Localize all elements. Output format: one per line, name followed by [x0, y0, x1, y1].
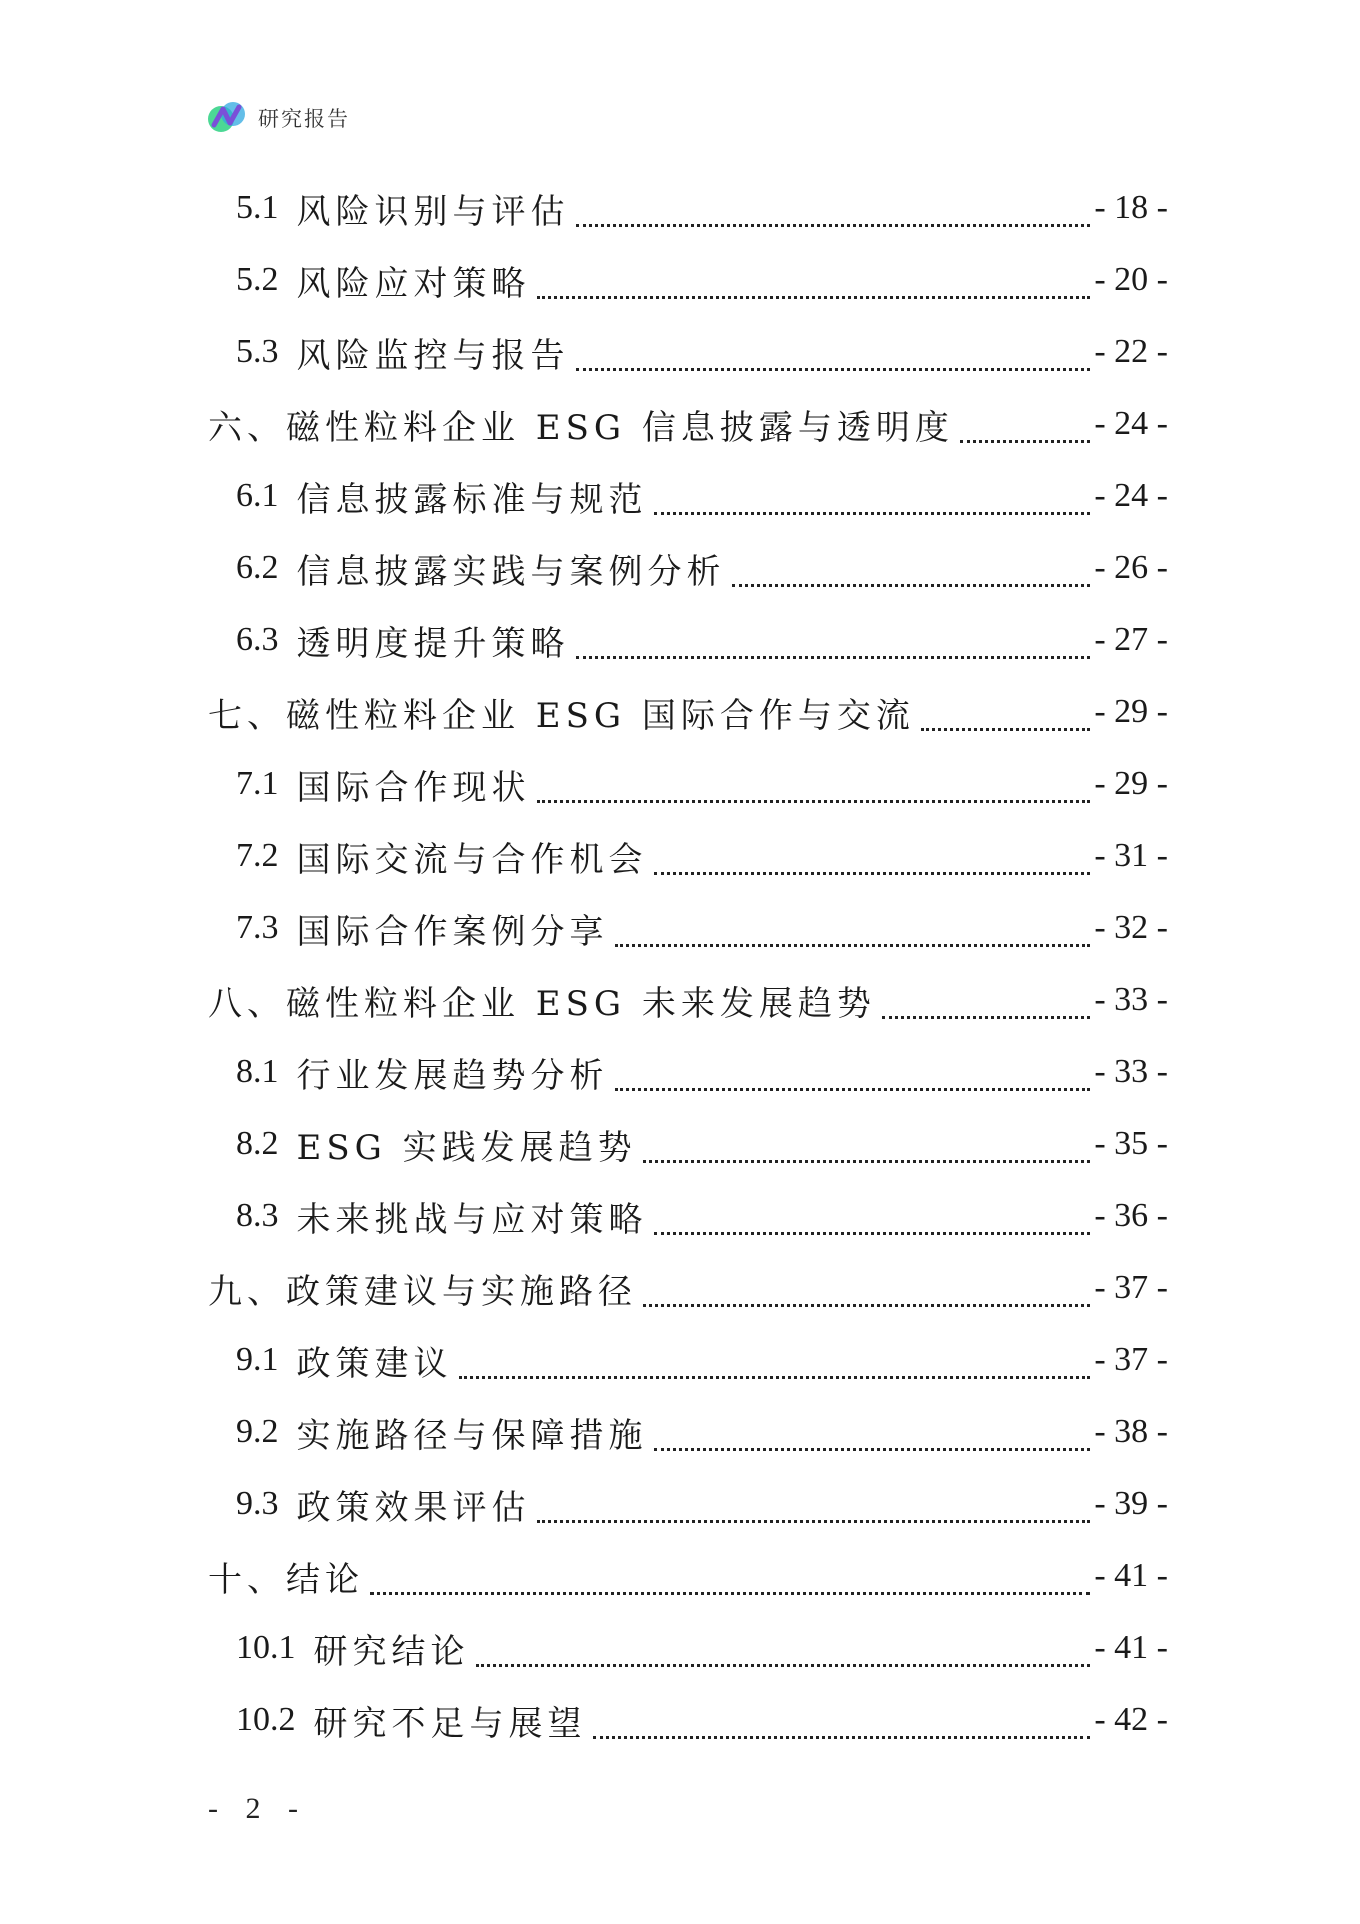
toc-entry-title: 研究不足与展望	[313, 1703, 587, 1744]
page-header	[206, 96, 350, 140]
toc-dot-leader	[370, 1568, 1090, 1595]
toc-entry-title: 透明度提升策略	[296, 623, 570, 664]
toc-section-entry[interactable]	[208, 1684, 1168, 1756]
toc-section-entry[interactable]	[208, 604, 1168, 676]
toc-page-number: - 41 -	[1094, 1629, 1168, 1666]
toc-entry-title: 七、磁性粒料企业 ESG 国际合作与交流	[208, 695, 915, 736]
toc-chapter-entry[interactable]	[208, 964, 1168, 1036]
toc-entry-title: 国际合作现状	[296, 767, 531, 808]
toc-section-entry[interactable]	[208, 460, 1168, 532]
toc-page-number: - 29 -	[1094, 765, 1168, 802]
toc-entry-number: 6.1	[236, 477, 279, 514]
toc-entry-title: 六、磁性粒料企业 ESG 信息披露与透明度	[208, 407, 954, 448]
toc-chapter-entry[interactable]	[208, 1252, 1168, 1324]
toc-page-number: - 24 -	[1094, 477, 1168, 514]
toc-dot-leader	[643, 1280, 1090, 1307]
toc-dot-leader	[615, 920, 1091, 947]
toc-dot-leader	[537, 1496, 1091, 1523]
table-of-contents	[208, 172, 1168, 1756]
toc-entry-title: 八、磁性粒料企业 ESG 未来发展趋势	[208, 983, 876, 1024]
toc-section-entry[interactable]	[208, 316, 1168, 388]
toc-page-number: - 37 -	[1094, 1341, 1168, 1378]
toc-entry-title: 风险识别与评估	[296, 191, 570, 232]
toc-section-entry[interactable]	[208, 1108, 1168, 1180]
toc-entry-title: 政策效果评估	[296, 1487, 531, 1528]
toc-chapter-entry[interactable]	[208, 676, 1168, 748]
toc-entry-number: 5.1	[236, 189, 279, 226]
toc-entry-title: 未来挑战与应对策略	[296, 1199, 648, 1240]
toc-dot-leader	[654, 1424, 1091, 1451]
toc-dot-leader	[459, 1352, 1091, 1379]
toc-dot-leader	[576, 344, 1091, 371]
toc-page-number: - 24 -	[1094, 405, 1168, 442]
toc-entry-title: 国际交流与合作机会	[296, 839, 648, 880]
toc-dot-leader	[537, 776, 1091, 803]
toc-entry-number: 7.1	[236, 765, 279, 802]
toc-section-entry[interactable]	[208, 1396, 1168, 1468]
toc-dot-leader	[537, 272, 1091, 299]
toc-dot-leader	[643, 1136, 1091, 1163]
toc-entry-title: 信息披露实践与案例分析	[296, 551, 726, 592]
toc-entry-number: 9.1	[236, 1341, 279, 1378]
toc-entry-number: 5.2	[236, 261, 279, 298]
toc-entry-number: 8.1	[236, 1053, 279, 1090]
brand-logo-icon	[206, 97, 248, 139]
toc-entry-number: 10.2	[236, 1701, 296, 1738]
toc-dot-leader	[654, 488, 1091, 515]
toc-page-number: - 37 -	[1094, 1269, 1168, 1306]
toc-dot-leader	[615, 1064, 1091, 1091]
toc-dot-leader	[921, 704, 1090, 731]
toc-entry-title: 九、政策建议与实施路径	[208, 1271, 637, 1312]
toc-section-entry[interactable]	[208, 1324, 1168, 1396]
toc-page-number: - 36 -	[1094, 1197, 1168, 1234]
toc-entry-number: 6.3	[236, 621, 279, 658]
toc-section-entry[interactable]	[208, 892, 1168, 964]
toc-entry-title: 风险监控与报告	[296, 335, 570, 376]
toc-entry-number: 6.2	[236, 549, 279, 586]
toc-page-number: - 35 -	[1094, 1125, 1168, 1162]
toc-page-number: - 20 -	[1094, 261, 1168, 298]
toc-entry-title: 政策建议	[296, 1343, 453, 1384]
toc-page-number: - 26 -	[1094, 549, 1168, 586]
toc-entry-number: 7.3	[236, 909, 279, 946]
toc-dot-leader	[732, 560, 1091, 587]
toc-entry-number: 5.3	[236, 333, 279, 370]
toc-chapter-entry[interactable]	[208, 388, 1168, 460]
toc-section-entry[interactable]	[208, 172, 1168, 244]
toc-chapter-entry[interactable]	[208, 1540, 1168, 1612]
toc-entry-title: 十、结论	[208, 1559, 364, 1600]
toc-page-number: - 29 -	[1094, 693, 1168, 730]
toc-entry-title: 行业发展趋势分析	[296, 1055, 609, 1096]
toc-section-entry[interactable]	[208, 1612, 1168, 1684]
toc-dot-leader	[476, 1640, 1091, 1667]
toc-dot-leader	[654, 1208, 1091, 1235]
toc-entry-title: ESG 实践发展趋势	[296, 1127, 637, 1168]
toc-entry-title: 国际合作案例分享	[296, 911, 609, 952]
toc-page-number: - 22 -	[1094, 333, 1168, 370]
toc-dot-leader	[960, 416, 1090, 443]
toc-section-entry[interactable]	[208, 532, 1168, 604]
toc-entry-number: 8.3	[236, 1197, 279, 1234]
toc-dot-leader	[593, 1712, 1091, 1739]
toc-section-entry[interactable]	[208, 1468, 1168, 1540]
toc-dot-leader	[576, 632, 1091, 659]
toc-dot-leader	[654, 848, 1091, 875]
toc-section-entry[interactable]	[208, 820, 1168, 892]
header-title: 研究报告	[258, 107, 350, 131]
toc-page-number: - 42 -	[1094, 1701, 1168, 1738]
toc-entry-number: 9.2	[236, 1413, 279, 1450]
toc-section-entry[interactable]	[208, 244, 1168, 316]
toc-entry-number: 7.2	[236, 837, 279, 874]
toc-page-number: - 33 -	[1094, 981, 1168, 1018]
toc-entry-number: 9.3	[236, 1485, 279, 1522]
toc-page-number: - 18 -	[1094, 189, 1168, 226]
toc-page-number: - 39 -	[1094, 1485, 1168, 1522]
toc-page-number: - 41 -	[1094, 1557, 1168, 1594]
toc-entry-title: 信息披露标准与规范	[296, 479, 648, 520]
toc-dot-leader	[576, 200, 1091, 227]
toc-entry-number: 8.2	[236, 1125, 279, 1162]
toc-section-entry[interactable]	[208, 1180, 1168, 1252]
toc-page-number: - 31 -	[1094, 837, 1168, 874]
toc-page-number: - 32 -	[1094, 909, 1168, 946]
toc-entry-title: 风险应对策略	[296, 263, 531, 304]
toc-entry-number: 10.1	[236, 1629, 296, 1666]
toc-page-number: - 27 -	[1094, 621, 1168, 658]
toc-section-entry[interactable]	[208, 748, 1168, 820]
toc-section-entry[interactable]	[208, 1036, 1168, 1108]
page-number: - 2 -	[208, 1792, 308, 1825]
toc-dot-leader	[882, 992, 1090, 1019]
toc-page-number: - 33 -	[1094, 1053, 1168, 1090]
toc-page-number: - 38 -	[1094, 1413, 1168, 1450]
toc-entry-title: 研究结论	[313, 1631, 470, 1672]
toc-entry-title: 实施路径与保障措施	[296, 1415, 648, 1456]
